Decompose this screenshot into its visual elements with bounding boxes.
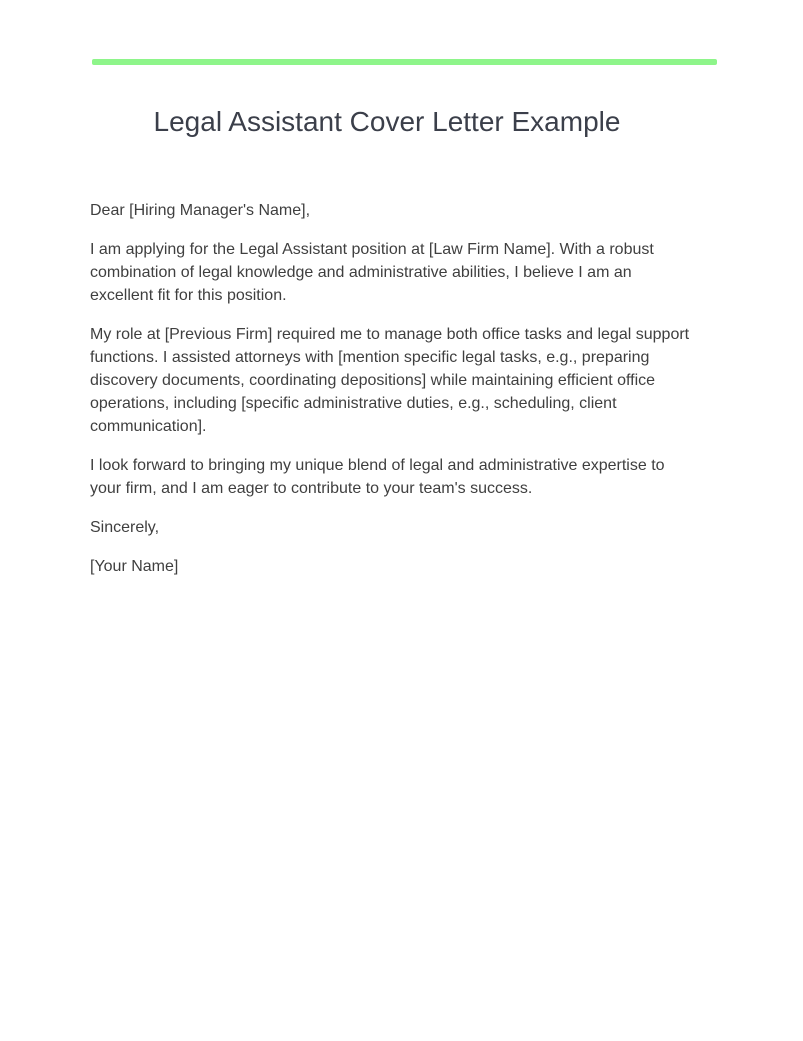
letter-paragraph: I am applying for the Legal Assistant position at [Law Firm Name]. With a robust combination of legal knowledge and administrative abilities, I believe I am an excellent fit for this position. [90,241,654,304]
letter-body [90,199,690,594]
accent-bar [92,59,717,65]
letter-paragraph: I look forward to bringing my unique blend of legal and administrative expertise to your firm, and I am eager to contribute to your team's success. [90,457,665,497]
letter-closing: Sincerely, [90,519,160,536]
letter-paragraph: My role at [Previous Firm] required me to manage both office tasks and legal support functions. I assisted attorneys with [mention specific legal tasks, e.g., preparing discovery documents, coordinating depositions] while maintaining efficient office operations, including [specific administrative duties, e.g., scheduling, client communication]. [90,326,690,435]
letter-salutation: Dear [Hiring Manager's Name], [90,202,311,219]
page-title: Legal Assistant Cover Letter Example [153,106,621,137]
letter-signature: [Your Name] [90,558,179,575]
